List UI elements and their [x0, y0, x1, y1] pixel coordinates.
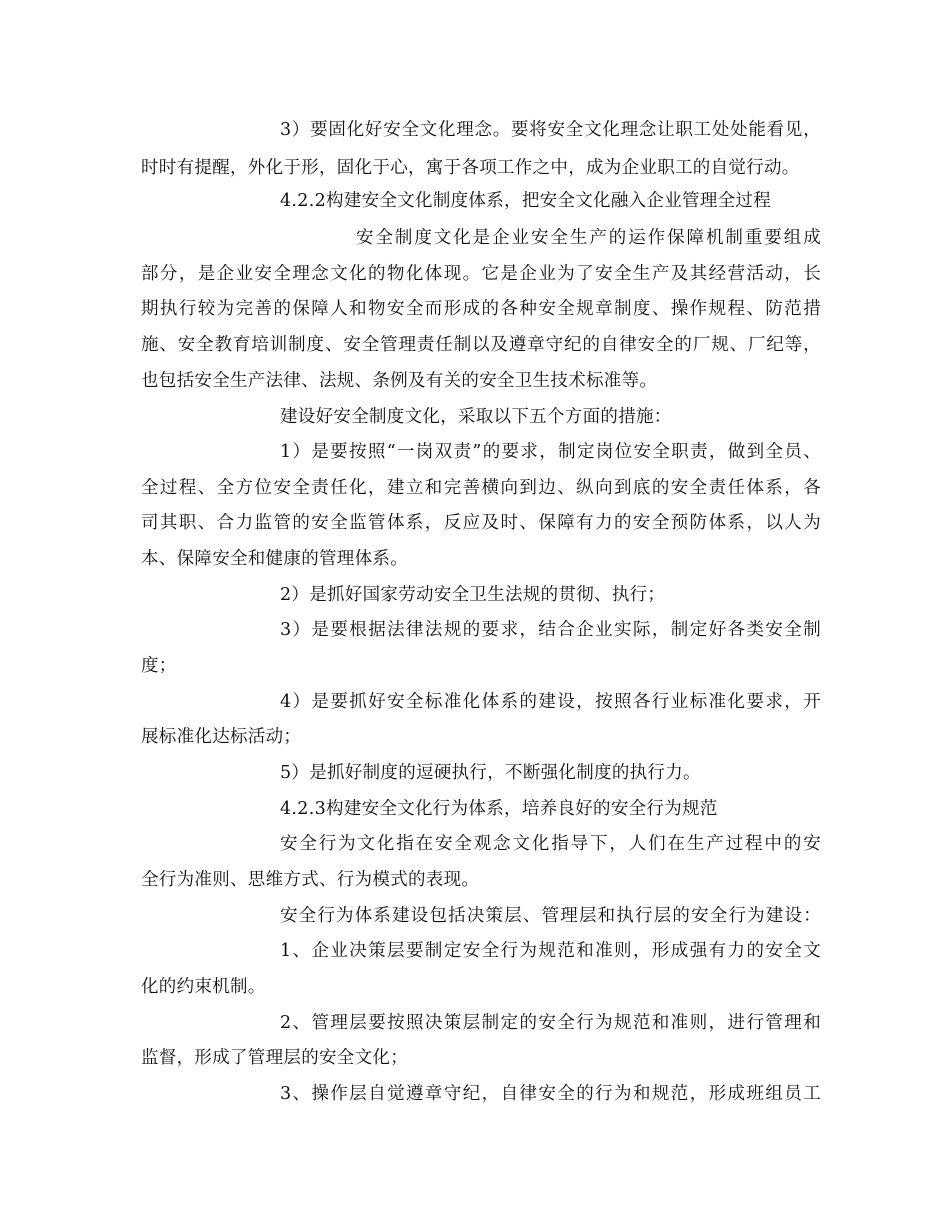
list-item-line: 1）是要按照“一岗双责”的要求，制定岗位安全职责，做到全员、: [280, 442, 821, 462]
paragraph-line: 全行为准则、思维方式、行为模式的表现。: [141, 870, 480, 890]
list-item-line: 度；: [141, 656, 177, 676]
list-item-line: 本、保障安全和健康的管理体系。: [141, 549, 408, 569]
paragraph-line: 期执行较为完善的保障人和物安全而形成的各种安全规章制度、操作规程、防范措: [141, 299, 821, 319]
section-heading: 4.2.3构建安全文化行为体系，培养良好的安全行为规范: [280, 799, 718, 819]
list-item-line: 2）是抓好国家劳动安全卫生法规的贯彻、执行；: [280, 585, 666, 605]
list-item-line: 3）是要根据法律法规的要求，结合企业实际，制定好各类安全制: [280, 620, 821, 640]
paragraph-line: 部分，是企业安全理念文化的物化体现。它是企业为了安全生产及其经营活动，长: [141, 264, 821, 284]
list-item-line: 全过程、全方位安全责任化，建立和完善横向到边、纵向到底的安全责任体系，各: [141, 478, 821, 498]
list-item-line: 3、操作层自觉遵章守纪，自律安全的行为和规范，形成班组员工: [280, 1084, 821, 1104]
list-item-line: 司其职、合力监管的安全监管体系，反应及时、保障有力的安全预防体系，以人为: [141, 513, 821, 533]
paragraph-line: 时时有提醒，外化于形，固化于心，寓于各项工作之中，成为企业职工的自觉行动。: [141, 158, 800, 178]
list-item-line: 2、管理层要按照决策层制定的安全行为规范和准则，进行管理和: [280, 1013, 821, 1033]
paragraph-line: 安全行为文化指在安全观念文化指导下，人们在生产过程中的安: [280, 834, 821, 854]
paragraph-line: 也包括安全生产法律、法规、条例及有关的安全卫生技术标准等。: [141, 371, 658, 391]
list-item-line: 监督，形成了管理层的安全文化；: [141, 1048, 408, 1068]
paragraph-line: 施、安全教育培训制度、安全管理责任制以及遵章守纪的自律安全的厂规、厂纪等，: [141, 335, 821, 355]
list-item-line: 展标准化达标活动；: [141, 727, 302, 747]
section-heading: 4.2.2构建安全文化制度体系，把安全文化融入企业管理全过程: [280, 191, 772, 211]
paragraph-line: 3）要固化好安全文化理念。要将安全文化理念让职工处处能看见，: [280, 120, 821, 140]
list-item-line: 5）是抓好制度的逗硬执行，不断强化制度的执行力。: [280, 763, 701, 783]
paragraph-line: 安全制度文化是企业安全生产的运作保障机制重要组成: [356, 228, 821, 248]
list-item-line: 4）是要抓好安全标准化体系的建设，按照各行业标准化要求，开: [280, 692, 821, 712]
list-item-line: 1、企业决策层要制定安全行为规范和准则，形成强有力的安全文: [280, 941, 821, 961]
list-item-line: 化的约束机制。: [141, 977, 266, 997]
paragraph-line: 建设好安全制度文化，采取以下五个方面的措施：: [280, 407, 672, 427]
paragraph-line: 安全行为体系建设包括决策层、管理层和执行层的安全行为建设：: [280, 906, 821, 926]
